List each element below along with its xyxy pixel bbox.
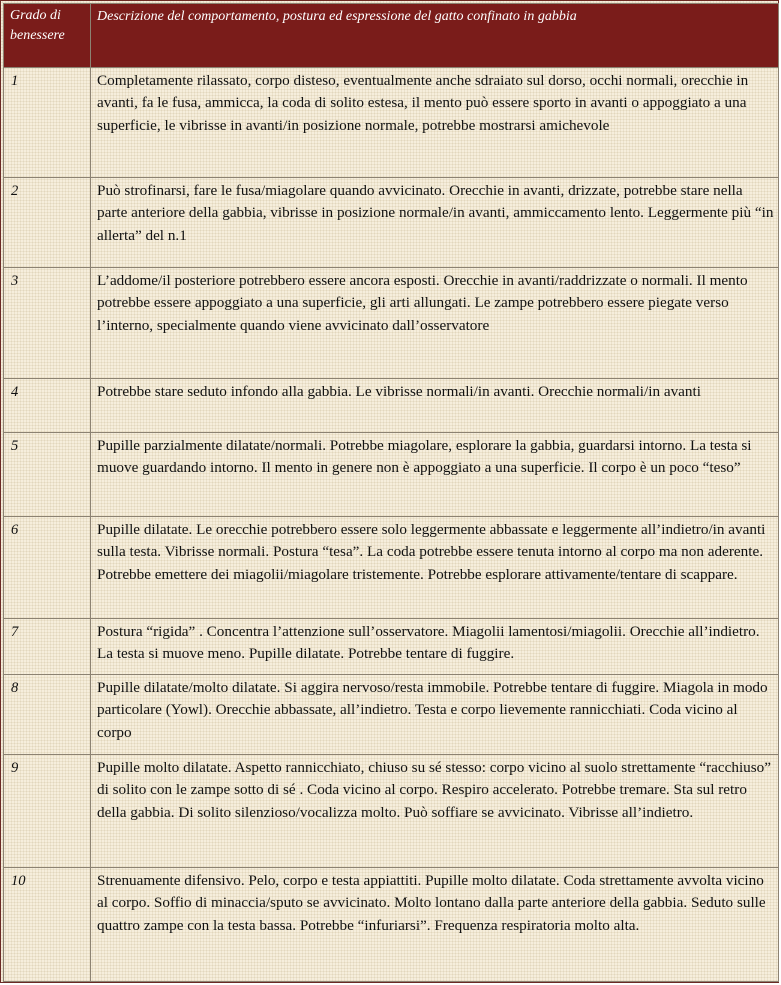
grade-cell: 3 bbox=[4, 268, 91, 379]
welfare-score-table bbox=[3, 3, 779, 982]
description-cell: L’addome/il posteriore potrebbero essere ancora esposti. Orecchie in avanti/raddrizzate o normali. Il mento potrebbe essere appoggiato a una superficie, gli arti allungati. Le zampe potrebbero essere piegate verso l’interno, specialmente quando viene avvicinato dall’osservatore bbox=[91, 268, 779, 379]
table-row bbox=[4, 868, 779, 982]
description-cell: Strenuamente difensivo. Pelo, corpo e testa appiattiti. Pupille molto dilatate. Coda strettamente avvolta vicino al corpo. Soffio di minaccia/sputo se avvicinato. Molto lontano dalla parte anteriore della gabbia. Seduto sulle quattro zampe con la testa bassa. Potrebbe “infuriarsi”. Frequenza respiratoria molto alta. bbox=[91, 868, 779, 982]
grade-cell: 6 bbox=[4, 517, 91, 619]
grade-cell: 8 bbox=[4, 675, 91, 755]
description-cell: Postura “rigida” . Concentra l’attenzione sull’osservatore. Miagolii lamentosi/miagolii. Orecchie all’indietro. La testa si muove meno. Pupille dilatate. Potrebbe tentare di fuggire. bbox=[91, 619, 779, 675]
table-row bbox=[4, 517, 779, 619]
description-column-header: Descrizione del comportamento, postura ed espressione del gatto confinato in gabbia bbox=[91, 4, 779, 68]
table-header-row bbox=[4, 4, 779, 68]
grade-cell: 5 bbox=[4, 433, 91, 517]
description-cell: Può strofinarsi, fare le fusa/miagolare quando avvicinato. Orecchie in avanti, drizzate, potrebbe stare nella parte anteriore della gabbia, vibrisse in posizione normale/in avanti, ammiccamento lento. Leggermente più “in allerta” del n.1 bbox=[91, 178, 779, 268]
table-row bbox=[4, 268, 779, 379]
table-row bbox=[4, 433, 779, 517]
description-cell: Pupille dilatate. Le orecchie potrebbero essere solo leggermente abbassate e leggermente all’indietro/in avanti sulla testa. Vibrisse normali. Postura “tesa”. La coda potrebbe essere tenuta intorno al corpo ma non aderente. Potrebbe emettere dei miagolii/miagolare tristemente. Potrebbe esplorare attivamente/tentare di scappare. bbox=[91, 517, 779, 619]
table-row bbox=[4, 178, 779, 268]
description-cell: Pupille parzialmente dilatate/normali. Potrebbe miagolare, esplorare la gabbia, guardarsi intorno. La testa si muove guardando intorno. Il mento in genere non è appoggiato a una superficie. Il corpo è un poco “teso” bbox=[91, 433, 779, 517]
table-row bbox=[4, 675, 779, 755]
grade-column-header: Grado di benessere bbox=[4, 4, 91, 68]
grade-cell: 1 bbox=[4, 68, 91, 178]
description-cell: Potrebbe stare seduto infondo alla gabbia. Le vibrisse normali/in avanti. Orecchie normali/in avanti bbox=[91, 379, 779, 433]
table-row bbox=[4, 755, 779, 868]
description-cell: Pupille dilatate/molto dilatate. Si aggira nervoso/resta immobile. Potrebbe tentare di fuggire. Miagola in modo particolare (Yowl). Orecchie abbassate, all’indietro. Testa e corpo lievemente rannicchiati. Coda vicino al corpo bbox=[91, 675, 779, 755]
description-cell: Pupille molto dilatate. Aspetto rannicchiato, chiuso su sé stesso: corpo vicino al suolo strettamente “racchiuso” di solito con le zampe sotto di sé . Coda vicino al corpo. Respiro accelerato. Potrebbe tremare. Sta sul retro della gabbia. Di solito silenzioso/vocalizza molto. Può soffiare se avvicinato. Vibrisse all’indietro. bbox=[91, 755, 779, 868]
table-row bbox=[4, 379, 779, 433]
grade-cell: 9 bbox=[4, 755, 91, 868]
grade-cell: 10 bbox=[4, 868, 91, 982]
table-row bbox=[4, 68, 779, 178]
grade-cell: 2 bbox=[4, 178, 91, 268]
grade-cell: 4 bbox=[4, 379, 91, 433]
description-cell: Completamente rilassato, corpo disteso, eventualmente anche sdraiato sul dorso, occhi normali, orecchie in avanti, fa le fusa, ammicca, la coda di solito estesa, il mento può essere sporto in avanti o appoggiato a una superficie, le vibrisse in avanti/in posizione normale, potrebbe mostrarsi amichevole bbox=[91, 68, 779, 178]
table-row bbox=[4, 619, 779, 675]
grade-cell: 7 bbox=[4, 619, 91, 675]
